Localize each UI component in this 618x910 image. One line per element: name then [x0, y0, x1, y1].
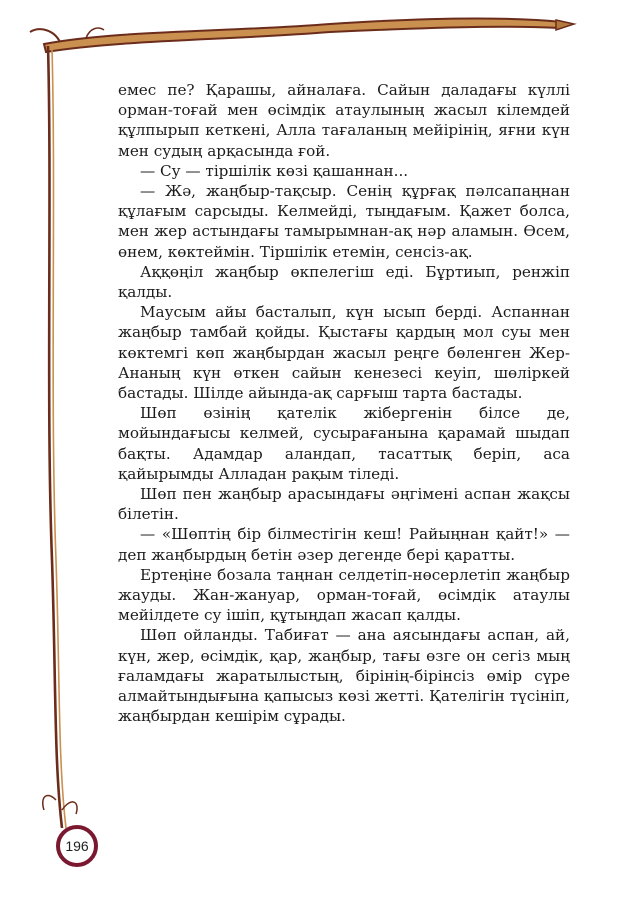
paragraph: — Жә, жаңбыр-тақсыр. Сенің құрғақ пәлсапаңнан құлағым сарсыды. Келмейді, тыңдағым. Қажет болса, мен жер астындағы тамырымнан-ақ нәр аламын. Өсем, өнем, көктеймін. Тіршілік етемін, сенсіз-ақ. [118, 182, 570, 261]
paragraph: Шөп өзінің қателік жібергенін білсе де, мойындағысы келмей, сусырағанына қарамай шыдап бақты. Адамдар аландап, тасаттық беріп, аса қайырымды Алладан рақым тіледі. [118, 404, 570, 483]
paragraph: Шөп ойланды. Табиғат — ана аясындағы аспан, ай, күн, жер, өсімдік, қар, жаңбыр, тағы өзге он сегіз мың ғаламдағы жаратылыстың, бірінің-бірінсіз өмір сүре алмайтындығына қапысыз көзі жетті. Қателігін түсініп, жаңбырдан кешірім сұрады. [118, 626, 570, 726]
top-branch [44, 18, 562, 52]
paragraph: Маусым айы басталып, күн ысып берді. Аспаннан жаңбыр тамбай қойды. Қыстағы қардың мол суы мен көктемгі көп жаңбырдан жасыл реңге бөленген Жер-Ананың күн өткен сайын кенезесі кеуіп, шөліркей бастады. Шілде айында-ақ сарғыш тарта бастады. [118, 303, 570, 403]
paragraph: емес пе? Қарашы, айналаға. Сайын даладағы күллі орман-тоғай мен өсімдік атаулының жасыл кілемдей құлпырып кеткені, Алла тағаланың мейірінің, яғни күн мен судың арқасында ғой. [118, 81, 570, 160]
paragraph: Аққөңіл жаңбыр өкпелегіш еді. Бұртиып, ренжіп қалды. [118, 262, 570, 302]
paragraph: Шөп пен жаңбыр арасындағы әңгімені аспан жақсы білетін. [118, 485, 570, 524]
page-number: 196 [65, 838, 89, 854]
paragraph: — Су — тіршілік көзі қашаннан... [140, 161, 409, 180]
paragraph: Ертеңіне бозала таңнан селдетіп-нөсерлетіп жаңбыр жауды. Жан-жануар, орман-тоғай, өсімдік атаулы мейілдете су ішіп, құтыңдап жасап қалды. [118, 565, 570, 625]
paragraph: — «Шөптің бір білместігін кеш! Райыңнан қайт!» — деп жаңбырдың бетін әзер дегенде бері қаратты. [118, 525, 570, 564]
body-text [118, 80, 570, 727]
